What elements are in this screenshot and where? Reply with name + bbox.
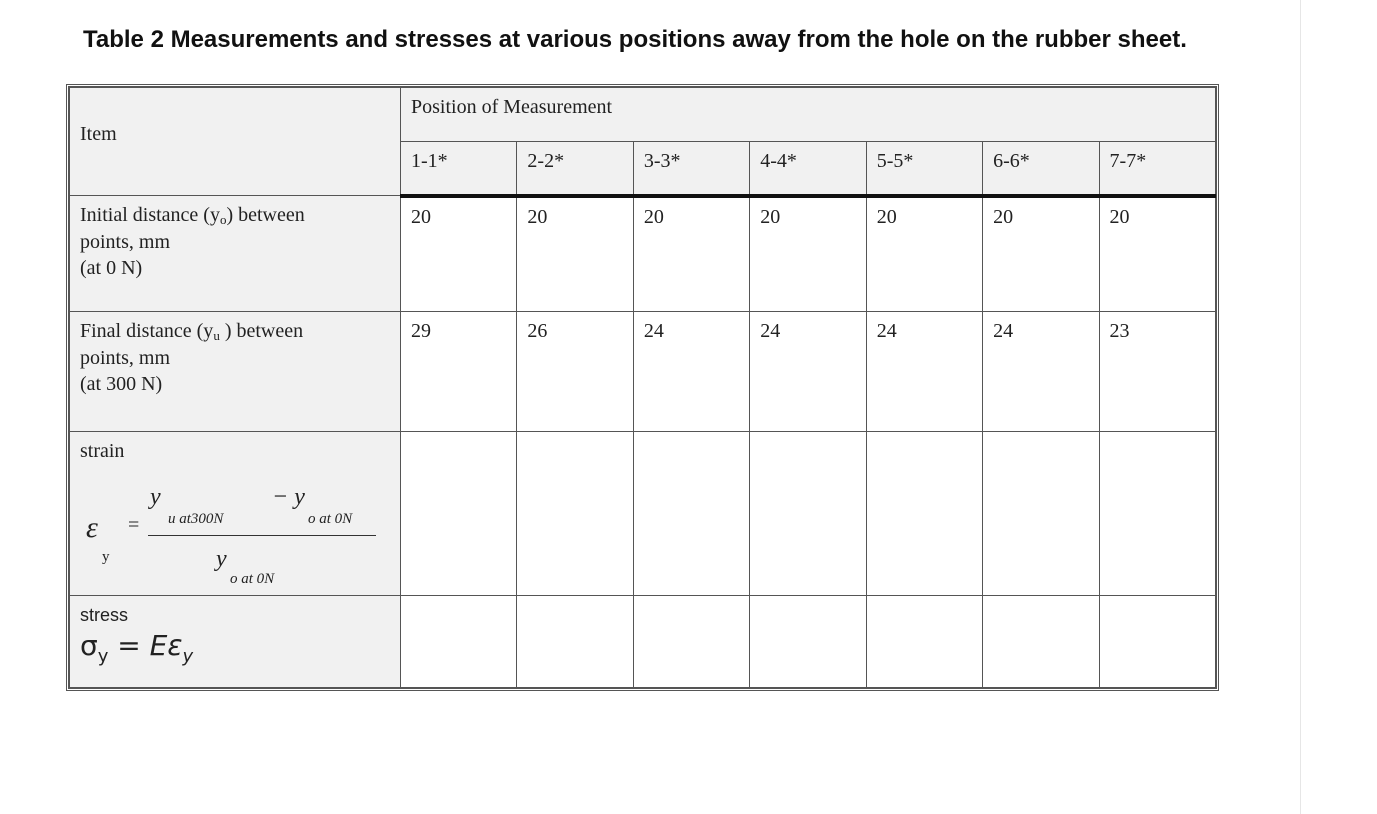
initial-distance-label: Initial distance $(y_o)$ between points, mm (at 0 N) <box>70 196 401 312</box>
table-cell: 23 <box>1099 312 1215 432</box>
position-col-7: 7-7* <box>1099 142 1215 196</box>
initial-distance-row <box>70 196 1216 312</box>
table-cell <box>517 432 633 596</box>
position-col-1: 1-1* <box>401 142 517 196</box>
table-cell: 24 <box>866 312 982 432</box>
table-cell: 20 <box>1099 196 1215 312</box>
table-cell: 24 <box>750 312 866 432</box>
table-cell: 29 <box>401 312 517 432</box>
table-cell <box>633 432 749 596</box>
table-cell: 20 <box>517 196 633 312</box>
table-cell <box>401 596 517 688</box>
table-cell: 20 <box>401 196 517 312</box>
table-cell <box>517 596 633 688</box>
stress-row <box>70 596 1216 688</box>
strain-label-cell <box>70 432 401 596</box>
table-cell: 20 <box>633 196 749 312</box>
stress-label-cell <box>70 596 401 688</box>
position-col-4: 4-4* <box>750 142 866 196</box>
header-row-positions <box>70 88 1216 142</box>
table-caption: Table 2 Measurements and stresses at various positions away from the hole on the rubber sheet. <box>83 26 1187 53</box>
measurement-table-frame <box>66 84 1219 691</box>
position-header-cell <box>401 88 1216 142</box>
table-cell <box>983 596 1099 688</box>
table-cell <box>750 596 866 688</box>
table-cell: 20 <box>750 196 866 312</box>
measurement-table <box>69 87 1216 688</box>
stress-label: stress <box>80 605 129 625</box>
table-cell: 24 <box>983 312 1099 432</box>
final-distance-row <box>70 312 1216 432</box>
table-cell: 20 <box>866 196 982 312</box>
position-col-3: 3-3* <box>633 142 749 196</box>
position-col-5: 5-5* <box>866 142 982 196</box>
table-cell <box>983 432 1099 596</box>
position-header: Position of Measurement <box>411 96 613 118</box>
table-cell: 20 <box>983 196 1099 312</box>
strain-label: strain <box>80 440 125 462</box>
page-edge-divider <box>1300 0 1301 814</box>
strain-row <box>70 432 1216 596</box>
table-cell <box>633 596 749 688</box>
fraction-bar <box>148 535 376 536</box>
table-cell: 24 <box>633 312 749 432</box>
table-cell: 26 <box>517 312 633 432</box>
table-cell <box>866 432 982 596</box>
item-header: Item <box>80 122 117 145</box>
final-distance-label: Final distance ($y_u$ ) between points, mm (at 300 N) <box>70 312 401 432</box>
table-cell <box>1099 596 1215 688</box>
table-cell <box>401 432 517 596</box>
position-col-2: 2-2* <box>517 142 633 196</box>
table-cell <box>1099 432 1215 596</box>
position-col-6: 6-6* <box>983 142 1099 196</box>
table-cell <box>866 596 982 688</box>
strain-formula: ε y = y u at300N − y o at 0N y o at 0N <box>80 468 390 588</box>
stress-formula: $\sigma_y = E\varepsilon_y$ <box>80 629 194 667</box>
table-cell <box>750 432 866 596</box>
item-header-cell <box>70 88 401 196</box>
